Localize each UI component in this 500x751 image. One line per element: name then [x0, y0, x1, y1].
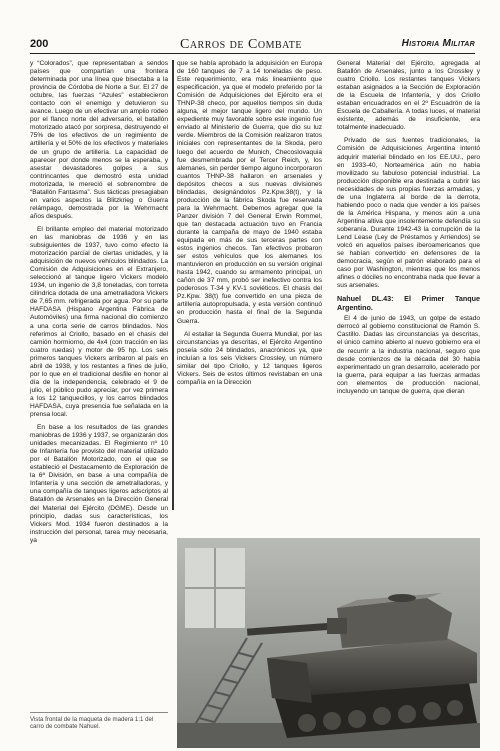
column-middle: [177, 60, 322, 392]
page-number: 200: [30, 38, 49, 50]
column-left: [30, 60, 168, 550]
tank-mockup-image: [177, 538, 480, 748]
tank-photo: [177, 538, 480, 748]
photo-caption: Vista frontal de la maqueta de madera 1:1 del carro de combate Nahuel.: [30, 716, 154, 731]
caption-rule: [30, 712, 168, 713]
paragraph: y “Colorados”, que representaban a sendos países que compartían una frontera determinada por una línea que bisectaba a la provincia de Córdoba de Norte a Sur. El 27 de octubre, las fuerzas “Azules” establecieron contacto con el enemigo y detuvieron su avance. Luego de un efectivar un amplio rodeo por el flanco norte del adversario, el batallón motorizado atacó por sorpresa, destruyendo el 75% de los efectivos de un regimiento de artillería y el 50% de los efectivos y materiales de un grupo de artillería. La capacidad de aparecer por donde menos se la esperaba, y asestar devastadores golpes a sus contrincantes que demostró esta unidad motorizada, le mereció el sobrenombre de “Batallón Fantasma”. Sus tácticas presagiaban en varios aspectos la Blitzkrieg o Guerra relámpago, demostrada por la Wehrmacht años después.: [30, 60, 168, 220]
paragraph: Privado de sus fuentes tradicionales, la Comisión de Adquisiciones Argentina intentó adquirir material blindado en los EE.UU., pero en 1933-40, Norteamérica aún no había movilizado su fabuloso potencial industrial. La producción disponible era destinada a cubrir las necesidades de sus propias fuerzas armadas, y de una Inglaterra al borde de la derrota, habiendo poco o nada que vender a los países de la América Hispana, y menos aún a una Argentina altiva que insolentemente defendía su soberanía. Durante 1942-43 la corrupción de la Lend Lease (Ley de Préstamos y Arriendos) se volcó en aquellos países iberoamericanos que se habían convertido en defensores de la democracia, según el patrón elaborado para el caso por Washington, mientras que los menos afines o dóciles no encontraba nada que llevar a sus arsenales.: [337, 137, 480, 290]
series-title: Historia Militar: [401, 38, 475, 49]
column-right: [337, 60, 480, 401]
paragraph: El 4 de junio de 1943, un golpe de estado derrocó al gobierno constitucional de Ramón S. Castillo. Dadas las circunstancias ya descritas, el único camino abierto al nuevo gobierno era el de recurrir a la industria nacional, seguro que desde comienzos de la década del 30 había experimentado un gran desarrollo, acelerado por la guerra, para equipar a las fuerzas armadas con elementos de producción nacional, incluyendo un tanque de guerra, que dieran: [337, 315, 480, 395]
paragraph: El brillante empleo del material motorizado en las maniobras de 1936 y en las subsiguientes de 1937, tuvo como efecto la motorización parcial de ciertas unidades, y la adquisición de nuevos vehículos blindados. La Comisión de Adquisiciones en el Extranjero, seleccionó al tanque ligero Vickers modelo 1934, un ingenio de 3,8 toneladas, con torreta cilíndrica dotada de una ametralladora Vickers de 7,65 mm. refrigerada por agua. Por su parte HAFDASA (Hispano Argentina Fábrica de Automóviles) una firma nacional dio comienzo a una corta serie de carros blindados. Nos referimos al Criollo, basado en el chasis del camión hormiorno, de 4x4 (con tracción en las cuatro ruedas) y motor de 95 hp. Los seis primeros tanques Vickers arribaron al país en abril de 1938, y los restantes a fines de julio, por lo que en el tradicional desfile en honor al día de la independencia, celebrado el 9 de julio, el público pudo apreciar, por vez primera a los 12 tanquecillos, y los carros blindados HAFDASA, cuya presencia fue señalada en la prensa local.: [30, 225, 168, 419]
header-rule: [30, 53, 475, 54]
column-divider: [172, 60, 174, 510]
book-title: Carros de Combate: [180, 37, 302, 52]
paragraph: que se había aprobado la adquisición en Europa de 160 tanques de 7 a 14 toneladas de peso. Este requerimiento, era más lineamiento que especificación, ya que el modelo preferido por la Comisión de Adquisiciones del Ejército era el THNP-38 checo, por aquellos tiempos sin duda alguna, el mejor tanque ligero del mundo. Un expediente muy favorable sobre este ingenio fue enviado al Ministerio de Guerra, que dio su luz verde. Miembros de la Comisión realizaron tratos iniciales con representantes de la Skoda, pero luego del acuerdo de Munich, Checoslovaquia fue desmembrada por el Tercer Reich, y, los alemanes, sin perder tiempo alguno incorporaron cuantos THNP-38 hallaron en arsenales y depósitos checos a sus nuevas divisiones blindadas, designándolos Pz.Kpw.38(t), y la producción de la fábrica Skoda fue reservada para la Wehrmacht. Debemos agregar que la Panzer división 7 del General Erwin Rommel, que tan destacada actuación tuvo en Francia durante la campaña de mayo de 1940 estaba equipada en más de sus terceras partes con estos ingenios checos. Tan efectivos probaron ser estos vehículos que los alemanes los mantuvieron en producción en su versión original hasta 1942, cuando su armamento principal, un cañón de 37 mm, probó ser inefectivo contra los poderosos T-34 y KV-1 soviéticos. El chasis del Pz.Kpw. 38(t) fue convertido en una pieza de artillería autopropulsada, y esta versión continuó en producción hasta el final de la Segunda Guerra.: [177, 60, 322, 325]
page-header: [30, 38, 475, 52]
paragraph: General Material del Ejército, agregada al Batallón de Arsenales, junto a los Crossley y cuatro Criollo. Los restantes tanques Vickers estaban asignados a la Sección de Exploración de la Escuela de Infantería, y dos Criollo estaban encuadrados en el 2º Escuadrón de la Escuela de Caballería. A todas luces, el material existente, además de insuficiente, era totalmente inadecuado.: [337, 60, 480, 132]
paragraph: En base a los resultados de las grandes maniobras de 1936 y 1937, se organizarán dos unidades mecanizadas. El Regimiento nº 10 de Infantería fue provisto del material utilizado por el Batallón Motorizado, con el que se estableció el Destacamento de Exploración de la 6ª División, en base a una compañía de Infantería y una sección de ametralladoras, y una compañía de tanques ligeros adscriptos al Batallón de Arsenales en la Dirección General del Material del Ejército (DGME). Desde un principio, dadas sus características, los Vickers Mod. 1934 fueron destinados a la instrucción del personal, tarea muy necesaria, ya: [30, 424, 168, 544]
section-heading: Nahuel DL.43: El Primer Tanque Argentino.: [337, 294, 480, 312]
paragraph: Al estallar la Segunda Guerra Mundial, por las circunstancias ya descritas, el Ejército Argentino poseía sólo 24 blindados, anacrónicos ya, que incluían a los seis Vickers Crossley, un número similar del tipo Criollo, y 12 tanques ligeros Vickers. Seis de estos últimos revistaban en una compañía en la Dirección: [177, 330, 322, 386]
